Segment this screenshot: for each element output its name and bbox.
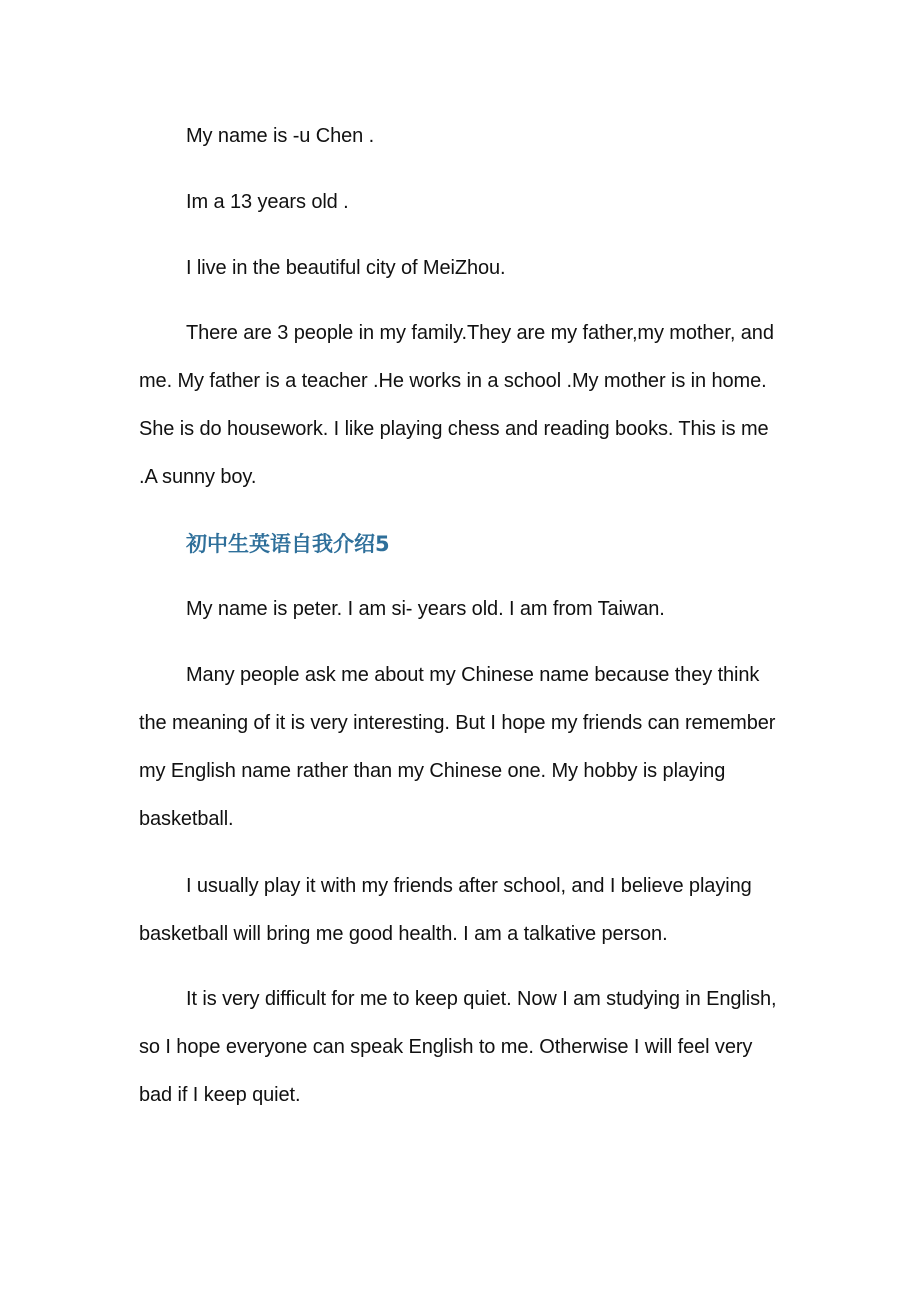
paragraph-name: My name is -u Chen . xyxy=(186,125,375,147)
paragraph-age: Im a 13 years old . xyxy=(186,191,349,213)
paragraph-quiet: It is very difficult for me to keep quiet. Now I am studying in English, so I hope everyone can speak English to me. Otherwise I will feel very bad if I keep quiet. xyxy=(139,988,777,1106)
paragraph-peter-intro: My name is peter. I am si- years old. I am from Taiwan. xyxy=(186,598,665,620)
paragraph-basketball: I usually play it with my friends after school, and I believe playing basketball will bring me good health. I am a talkative person. xyxy=(139,875,752,945)
paragraph-family: There are 3 people in my family.They are my father,my mother, and me. My father is a teacher .He works in a school .My mother is in home. She is do housework. I like playing chess and reading books. This is me .A sunny boy. xyxy=(139,322,774,488)
paragraph-city: I live in the beautiful city of MeiZhou. xyxy=(186,257,506,279)
paragraph-chinese-name: Many people ask me about my Chinese name because they think the meaning of it is very interesting. But I hope my friends can remember my English name rather than my Chinese one. My hobby is playing basketball. xyxy=(139,664,776,830)
section-heading: 初中生英语自我介绍5 xyxy=(186,532,390,556)
